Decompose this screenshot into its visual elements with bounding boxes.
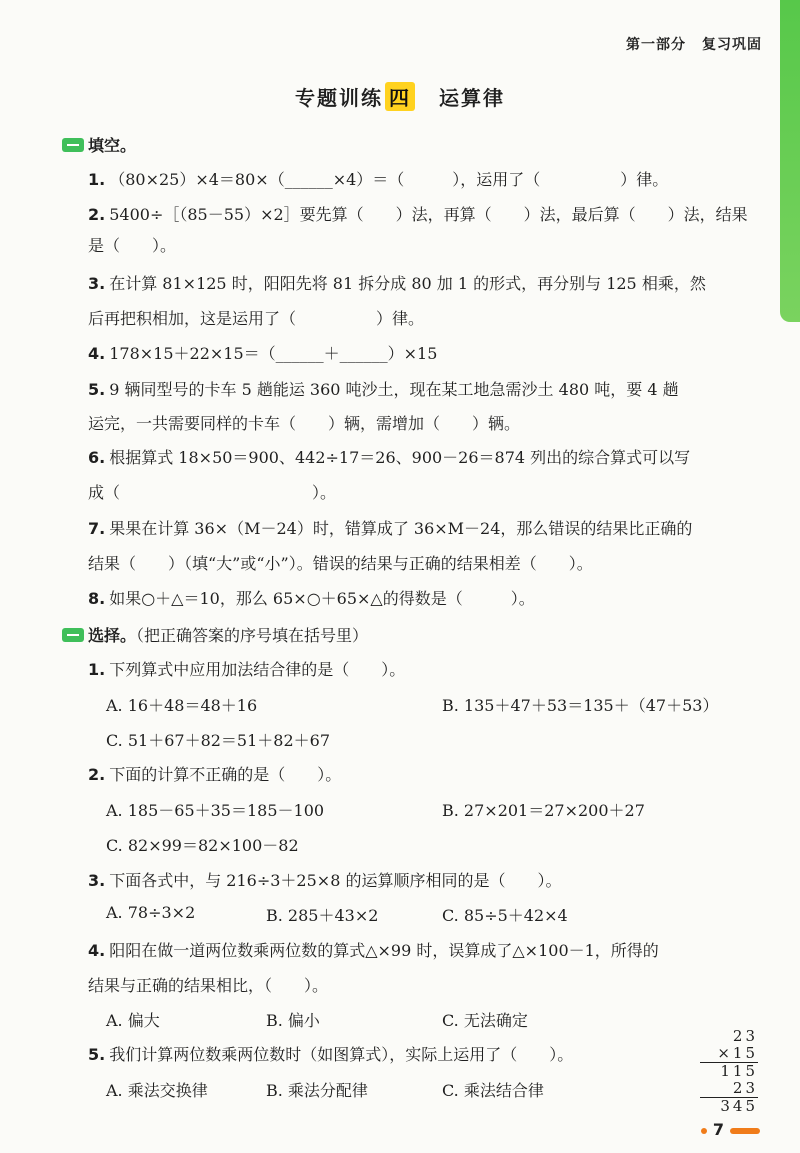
choice-4-option-c: C. 无法确定	[442, 1011, 528, 1030]
question-1: 1. （80×25）×4＝80×（______×4）＝（ ），运用了（ ）律。	[88, 170, 669, 189]
title-prefix: 专题训练	[295, 86, 383, 110]
choice-4-option-a: A. 偏大	[106, 1011, 160, 1030]
vcalc-partial-1: 115	[700, 1062, 758, 1080]
choice-1: 1. 下列算式中应用加法结合律的是（ ）。	[88, 660, 406, 679]
section-one-icon	[62, 138, 84, 152]
question-2-line-2: 是（ ）。	[88, 236, 177, 255]
choice-4-option-b: B. 偏小	[266, 1011, 320, 1030]
choice-3-option-b: B. 285＋43×2	[266, 906, 379, 925]
choice-5-option-c: C. 乘法结合律	[442, 1081, 544, 1100]
vcalc-multiplier: ×15	[717, 1044, 758, 1062]
page-number: 7	[701, 1120, 760, 1139]
question-4: 4. 178×15＋22×15＝（______＋______）×15	[88, 344, 438, 363]
choice-2: 2. 下面的计算不正确的是（ ）。	[88, 765, 342, 784]
choice-2-option-a: A. 185－65＋35＝185－100	[106, 801, 325, 820]
choice-5-option-b: B. 乘法分配律	[266, 1081, 368, 1100]
section-two-icon	[62, 628, 84, 642]
choice-1-option-b: B. 135＋47＋53＝135＋（47＋53）	[442, 696, 719, 715]
choice-5-option-a: A. 乘法交换律	[106, 1081, 208, 1100]
question-2-line-1: 2. 5400÷［（85－55）×2］要先算（ ）法，再算（ ）法，最后算（ ）法，结果	[88, 205, 748, 224]
question-8: 8. 如果○＋△＝10，那么 65×○＋65×△的得数是（ ）。	[88, 589, 535, 608]
choice-3-option-c: C. 85÷5＋42×4	[442, 906, 568, 925]
page-dot-icon	[701, 1128, 707, 1134]
side-color-tab	[780, 0, 800, 322]
question-7-line-2: 结果（ ）（填“大”或“小”）。错误的结果与正确的结果相差（ ）。	[88, 554, 593, 573]
page-bar-icon	[730, 1128, 760, 1134]
vcalc-multiplicand: 23	[732, 1027, 758, 1045]
question-6-line-2: 成（ ）。	[88, 483, 337, 502]
choice-4-line-1: 4. 阳阳在做一道两位数乘两位数的算式△×99 时，误算成了△×100－1，所得的	[88, 941, 659, 960]
section-choice-heading: 选择。（把正确答案的序号填在括号里）	[62, 623, 368, 646]
page-title	[0, 82, 800, 111]
vertical-multiplication	[700, 1028, 758, 1115]
choice-5: 5. 我们计算两位数乘两位数时（如图算式），实际上运用了（ ）。	[88, 1045, 574, 1064]
choice-3: 3. 下面各式中，与 216÷3＋25×8 的运算顺序相同的是（ ）。	[88, 871, 562, 890]
choice-2-option-b: B. 27×201＝27×200＋27	[442, 801, 645, 820]
choice-3-option-a: A. 78÷3×2	[106, 903, 196, 922]
question-7-line-1: 7. 果果在计算 36×（M－24）时，错算成了 36×M－24，那么错误的结果比正确的	[88, 519, 693, 538]
choice-1-option-c: C. 51＋67＋82＝51＋82＋67	[106, 731, 331, 750]
question-6-line-1: 6. 根据算式 18×50＝900、442÷17＝26、900－26＝874 列出的综合算式可以写	[88, 448, 691, 467]
vcalc-partial-2: 23	[732, 1079, 758, 1097]
section-fill-blank-heading: 填空。	[62, 133, 136, 156]
choice-2-option-c: C. 82×99＝82×100－82	[106, 836, 299, 855]
title-number-badge: 四	[385, 82, 415, 111]
choice-4-line-2: 结果与正确的结果相比，（ ）。	[88, 976, 329, 995]
question-5-line-2: 运完，一共需要同样的卡车（ ）辆，需增加（ ）辆。	[88, 414, 521, 433]
question-3-line-1: 3. 在计算 81×125 时，阳阳先将 81 拆分成 80 加 1 的形式，再分别与 125 相乘，然	[88, 274, 706, 293]
page-header	[610, 34, 762, 54]
vcalc-product: 345	[700, 1097, 758, 1115]
title-topic: 运算律	[439, 86, 505, 110]
header-section: 复习巩固	[702, 37, 762, 53]
question-5-line-1: 5. 9 辆同型号的卡车 5 趟能运 360 吨沙土，现在某工地急需沙土 480 吨，要 4 趟	[88, 380, 679, 399]
choice-1-option-a: A. 16＋48＝48＋16	[106, 696, 258, 715]
question-3-line-2: 后再把积相加，这是运用了（ ）律。	[88, 309, 425, 328]
header-part: 第一部分	[626, 37, 686, 53]
